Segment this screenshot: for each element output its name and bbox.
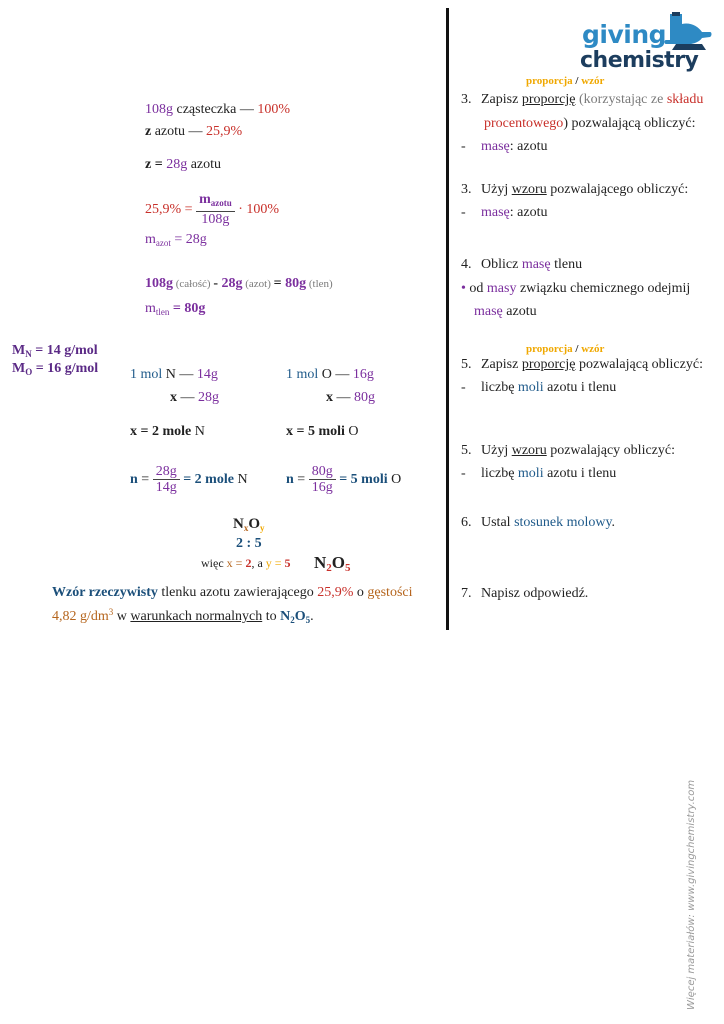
step-3b-bullet [461, 205, 547, 221]
text: 16g [311, 480, 333, 495]
text: 14g [155, 480, 177, 495]
text: — [333, 390, 354, 405]
text: O [387, 472, 402, 487]
text: Wzór rzeczywisty [52, 585, 158, 600]
text: 1 mol [286, 367, 319, 382]
text: masy [486, 281, 517, 296]
text: O — [318, 367, 353, 382]
text: N [233, 472, 248, 487]
bullet-dot: • [461, 281, 466, 296]
column-divider [446, 8, 449, 630]
text: 25,9% [206, 124, 243, 139]
result-moles-n [130, 424, 205, 440]
step-number: 5. [461, 357, 472, 372]
text: więc [201, 556, 227, 570]
text: masę [481, 139, 510, 154]
text: Zapisz [481, 92, 522, 107]
text: 2 : 5 [236, 536, 262, 551]
text: = 2 mole [179, 472, 234, 487]
watermark-text: Więcej materiałów: www.givingchemistry.com [686, 779, 697, 1010]
text: azotu i tlenu [543, 380, 617, 395]
text: = 16 g/mol [32, 361, 99, 376]
text: (azot) [242, 278, 274, 290]
text: proporcję [521, 92, 576, 107]
text: liczbę [481, 380, 518, 395]
text: : azotu [509, 139, 548, 154]
text: pozwalającą obliczyć: [575, 357, 703, 372]
step-5a-line1 [461, 357, 703, 373]
ratio-assignment [201, 556, 291, 571]
step-6 [461, 515, 615, 531]
dash: - [461, 205, 466, 220]
text: : azotu [509, 205, 548, 220]
brand-logo [580, 10, 720, 74]
text: O [248, 516, 261, 532]
text: x [243, 523, 249, 533]
text: / [572, 343, 582, 355]
result-formula [314, 553, 351, 574]
text: 2 [326, 562, 332, 574]
step-number: 6. [461, 515, 472, 530]
formula-n-moles [130, 464, 248, 496]
proportion-n-line1 [130, 367, 218, 383]
dash: - [461, 139, 466, 154]
text: Użyj [481, 443, 512, 458]
step-number: 4. [461, 257, 472, 272]
text: m [145, 232, 156, 247]
step-4-bullet [461, 281, 690, 297]
text: składu [666, 92, 704, 107]
text: x [170, 390, 177, 405]
text: m [145, 301, 156, 316]
text: w [113, 609, 131, 624]
text: związku chemicznego odejmij [516, 281, 691, 296]
text: = 28g [170, 232, 207, 247]
text: 25,9% [317, 585, 354, 600]
text: , a [251, 556, 266, 570]
text: = [293, 472, 306, 487]
text: proporcja [526, 75, 573, 87]
step-5b-line1 [461, 443, 675, 459]
text: wzór [581, 343, 605, 355]
text: 80g [285, 276, 307, 291]
text: n [286, 472, 294, 487]
text: y [260, 523, 265, 533]
line-particle-mass [145, 102, 290, 118]
text: tlen [155, 307, 170, 317]
text: procentowego [484, 116, 564, 131]
text: Zapisz [481, 357, 522, 372]
step-5a-bullet [461, 380, 616, 396]
text: = [137, 472, 150, 487]
text: 4,82 g/dm [52, 609, 109, 624]
line-m-azot [145, 232, 207, 248]
flask-dog-logo-icon [662, 10, 714, 52]
proportion-o-line1 [286, 367, 374, 383]
text: cząsteczka — [173, 102, 258, 117]
text: azotu [210, 198, 232, 208]
text: warunkach normalnych [130, 609, 263, 624]
step-3a-line2 [484, 116, 695, 132]
text: N [280, 609, 291, 624]
text: = 80g [169, 301, 206, 316]
text: moli [517, 380, 544, 395]
text: 28g [198, 390, 219, 405]
fraction [196, 192, 235, 228]
molar-mass-n [12, 343, 98, 359]
line-z-result [145, 157, 221, 173]
text: . [611, 515, 616, 530]
step-4-line3 [474, 304, 537, 320]
text: proporcja [526, 343, 573, 355]
text: (tlen) [306, 278, 333, 290]
text: 5 [284, 556, 291, 570]
molar-mass-o [12, 361, 98, 377]
step-number: 3. [461, 92, 472, 107]
text: — [177, 390, 198, 405]
text: x = 5 moli [286, 424, 345, 439]
line-nitrogen-percent [145, 124, 242, 140]
step-number: 3. [461, 182, 472, 197]
generic-formula [233, 516, 265, 533]
answer-line2 [52, 607, 314, 625]
text: 80g [354, 390, 375, 405]
text: x = 2 mole [130, 424, 192, 439]
text: proporcję [521, 357, 576, 372]
text: pozwalającego obliczyć: [546, 182, 689, 197]
text: - [213, 276, 222, 291]
dash: - [461, 466, 466, 481]
text: N [233, 516, 244, 532]
step-number: 5. [461, 443, 472, 458]
text: 1 mol [130, 367, 163, 382]
text: liczbę [481, 466, 518, 481]
fraction [309, 464, 336, 496]
text: 2 [245, 556, 252, 570]
text: 100% [257, 102, 291, 117]
text: tlenu [550, 257, 583, 272]
dash: - [461, 380, 466, 395]
text: 108g [145, 276, 173, 291]
text: = [273, 276, 286, 291]
step-4-line1 [461, 257, 582, 273]
text: wzór [581, 75, 605, 87]
text: x = [226, 556, 246, 570]
text: 2 [290, 615, 295, 625]
text: od [465, 281, 487, 296]
text: to [262, 609, 281, 624]
text: x [326, 390, 333, 405]
tag-proportion-formula-2 [526, 343, 604, 355]
text: masę [474, 304, 503, 319]
text: (korzystając ze [575, 92, 667, 107]
text: masę [481, 205, 510, 220]
text: moli [517, 466, 544, 481]
text: o [353, 585, 368, 600]
step-3a-bullet [461, 139, 547, 155]
text: pozwalający obliczyć: [546, 443, 675, 458]
text: tlenku azotu zawierającego [157, 585, 318, 600]
proportion-o-line2 [326, 390, 375, 406]
text: 3 [108, 607, 114, 617]
answer-line1 [52, 585, 413, 601]
text: N — [162, 367, 197, 382]
text: wzoru [511, 443, 547, 458]
text: 28g [153, 464, 180, 480]
formula-o-moles [286, 464, 401, 496]
text: (całość) [173, 278, 214, 290]
step-5b-bullet [461, 466, 616, 482]
logo-word-chemistry: chemistry [580, 48, 699, 73]
result-moles-o [286, 424, 359, 440]
text: / [572, 75, 582, 87]
step-7 [461, 586, 588, 602]
text: 108g [201, 212, 230, 227]
text: 5 [305, 615, 311, 625]
text: azotu [187, 157, 222, 172]
text: O [25, 367, 33, 377]
text: z [145, 124, 152, 139]
text: = 14 g/mol [31, 343, 98, 358]
text: wzoru [511, 182, 547, 197]
text: masę [521, 257, 551, 272]
text: gęstości [367, 585, 413, 600]
text: 14g [196, 367, 218, 382]
text: y = [265, 556, 285, 570]
text: 16g [352, 367, 374, 382]
text: azotu [502, 304, 537, 319]
fraction [153, 464, 180, 496]
text: M [12, 343, 26, 358]
tag-proportion-formula-1 [526, 75, 604, 87]
line-oxygen-subtraction [145, 276, 333, 292]
text: 80g [309, 464, 336, 480]
text: 28g [162, 157, 188, 172]
text: O [331, 553, 346, 572]
equation-percent [145, 192, 279, 228]
step-3b-line1 [461, 182, 688, 198]
text: Oblicz [481, 257, 522, 272]
text: 108g [145, 102, 173, 117]
line-m-tlen [145, 301, 205, 317]
text: 5 [345, 562, 351, 574]
text: O [344, 424, 359, 439]
text: M [12, 361, 26, 376]
mole-ratio [236, 536, 262, 552]
text: Ustal [481, 515, 515, 530]
step-number: 7. [461, 586, 472, 601]
text: azotu i tlenu [543, 466, 617, 481]
text: z = [145, 157, 163, 172]
text: ) pozwalającą obliczyć: [563, 116, 696, 131]
proportion-n-line2 [170, 390, 219, 406]
text: . [310, 609, 314, 624]
logo-word-giving: giving [582, 20, 667, 49]
text: 25,9% = [145, 202, 193, 217]
text: stosunek molowy [514, 515, 612, 530]
text: Napisz odpowiedź. [481, 586, 589, 601]
text: Użyj [481, 182, 512, 197]
text: 28g [221, 276, 243, 291]
text: N [191, 424, 205, 439]
text: = 5 moli [335, 472, 388, 487]
text: m [199, 192, 211, 207]
text: n [130, 472, 138, 487]
text: N [25, 349, 32, 359]
text: N [314, 553, 327, 572]
text: azot [155, 238, 171, 248]
step-3a-line1 [461, 92, 703, 108]
text: O [294, 609, 306, 624]
text: · 100% [238, 202, 280, 217]
text: azotu — [151, 124, 207, 139]
